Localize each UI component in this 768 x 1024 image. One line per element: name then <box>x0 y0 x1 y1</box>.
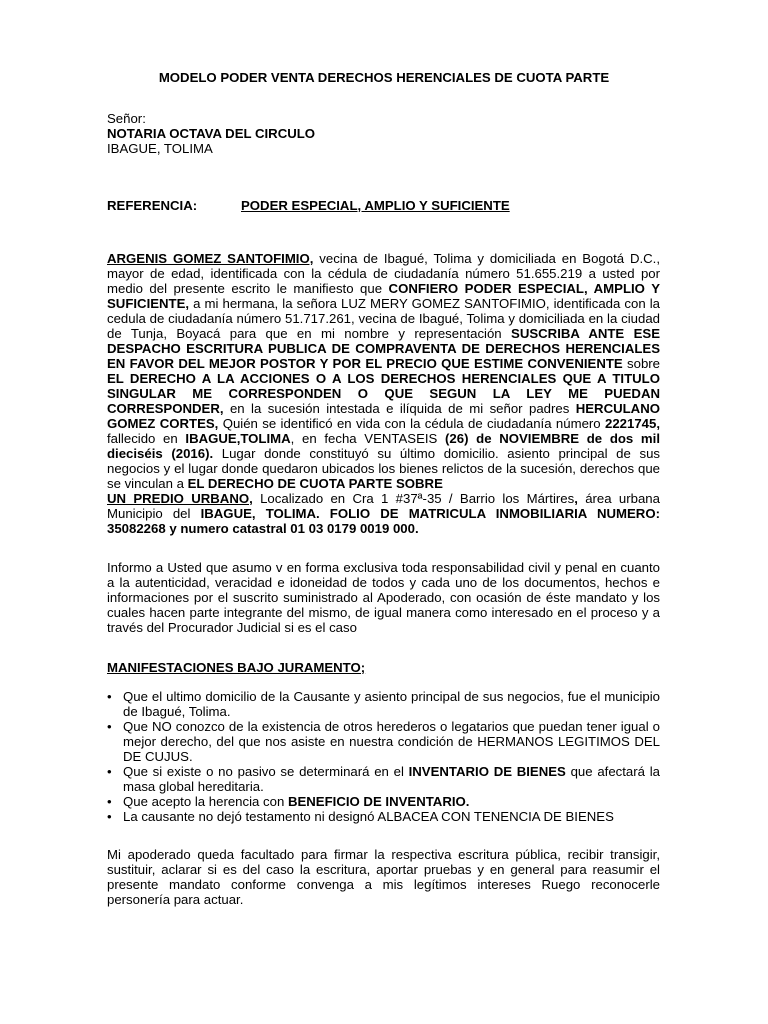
list-item <box>107 794 660 809</box>
text-segment: sobre <box>622 356 661 371</box>
list-item <box>107 689 660 719</box>
list-item-text: Que NO conozco de la existencia de otros herederos o legatarios que puedan tener igual o mejor derecho, del que nos asiste en nuestra condición de HERMANOS LEGITIMOS DEL DE CUJUS. <box>123 719 660 764</box>
bullet-icon: • <box>107 764 112 779</box>
list-item-text: Que si existe o no pasivo se determinará en el <box>123 764 409 779</box>
death-date: (26) de NOVIEMBRE de dos mil dieciséis (2016). <box>107 431 660 461</box>
bullet-icon: • <box>107 794 112 809</box>
reference-label: REFERENCIA: <box>107 198 198 213</box>
text-segment: , en fecha VENTASEIS <box>290 431 446 446</box>
bullet-icon: • <box>107 719 112 734</box>
mandate-powers-paragraph: Mi apoderado queda facultado para firmar la respectiva escritura pública, recibir transigir, sustituir, aclarar si es del caso la escritura, aportar pruebas y en general para reasumir el presente mandato conforme convenga a mis legítimos intereses Ruego reconocerle personería para actuar. <box>107 847 660 907</box>
id-number: 2221745, <box>605 416 661 431</box>
bullet-icon: • <box>107 689 112 704</box>
text-segment: vecina de Ibagué, Tolima y domiciliada en Bogotá D.C., mayor de edad, identificada con la cédula de ciudadanía número 51.655.219 a usted por medio del presente escrito le manifiesto que <box>107 251 660 296</box>
list-item-text: Que el ultimo domicilio de la Causante y asiento principal de sus negocios, fue el municipio de Ibagué, Tolima. <box>123 689 660 719</box>
list-item <box>107 764 660 794</box>
text-segment: Lugar donde constituyó su último domicilio. asiento principal de sus negocios y el lugar donde quedaron ubicados los bienes relictos de la sucesión, derechos que se vinculan a <box>107 446 660 491</box>
property-registration: IBAGUE, TOLIMA. FOLIO DE MATRICULA INMOBILIARIA NUMERO: 35082268 y numero catastral 01 03 0179 0019 000. <box>107 506 660 536</box>
bold-segment: EL DERECHO A LA ACCIONES O A LOS DERECHOS HERENCIALES QUE A TITULO SINGULAR ME CORRESPONDEN O QUE SEGUN LA LEY ME PUEDAN CORRESPONDER, <box>107 371 660 416</box>
text-segment: en la sucesión intestada e ilíquida de mi señor padres <box>223 401 576 416</box>
bold-segment: , <box>574 491 578 506</box>
manifestations-list <box>107 689 660 824</box>
list-item-text: La causante no dejó testamento ni designó ALBACEA CON TENENCIA DE BIENES <box>123 809 614 824</box>
addressee-block <box>107 111 660 156</box>
bold-segment: EL DERECHO DE CUOTA PARTE SOBRE <box>187 476 443 491</box>
reference-value: PODER ESPECIAL, AMPLIO Y SUFICIENTE <box>241 198 510 213</box>
manifestations-heading: MANIFESTACIONES BAJO JURAMENTO; <box>107 660 366 675</box>
list-item-text: Que acepto la herencia con <box>123 794 288 809</box>
text-segment: Quién se identificó en vida con la cédula de ciudadanía número <box>218 416 605 431</box>
bold-segment: CONFIERO PODER ESPECIAL, AMPLIO Y SUFICIENTE, <box>107 281 660 311</box>
text-segment: Localizado en Cra 1 #37ª-35 / Barrio los Mártires <box>252 491 575 506</box>
responsibility-paragraph: Informo a Usted que asumo v en forma exclusiva toda responsabilidad civil y penal en cuanto a la autenticidad, veracidad e idoneidad de todos y cada uno de los documentos, hechos e informaciones por el suscrito suministrado al Apoderado, con ocasión de éste mandato y los cuales hacen parte integrante del mismo, de igual manera como interesado en el proceso y a través del Procurador Judicial si es el caso <box>107 560 660 635</box>
notary-name: NOTARIA OCTAVA DEL CIRCULO <box>107 126 316 141</box>
power-grant-paragraph <box>107 251 660 536</box>
text-segment: fallecido en <box>107 431 186 446</box>
salutation: Señor: <box>107 111 146 126</box>
text-segment: a mi hermana, la señora LUZ MERY GOMEZ SANTOFIMIO, identificada con la cedula de ciudadanía número 51.717.261, vecina de Ibagué, Tolima y domiciliada en la ciudad de Tunja, Boyacá para que en mi nombre y representación <box>107 296 660 341</box>
list-item <box>107 809 660 824</box>
list-item <box>107 719 660 764</box>
list-item-text: que afectará la masa global hereditaria. <box>123 764 660 794</box>
bold-segment: , <box>214 416 219 431</box>
deceased-name: HERCULANO GOMEZ CORTES <box>107 401 660 431</box>
bold-segment: SUSCRIBA ANTE ESE DESPACHO ESCRITURA PUBLICA DE COMPRAVENTA DE DERECHOS HERENCIALES EN FAVOR DEL MEJOR POSTOR Y POR EL PRECIO QUE ESTIME CONVENIENTE <box>107 326 660 371</box>
document-title: MODELO PODER VENTA DERECHOS HERENCIALES DE CUOTA PARTE <box>158 70 610 85</box>
text-segment: área urbana Municipio del <box>107 491 660 521</box>
bullet-icon: • <box>107 809 112 824</box>
grantor-name: ARGENIS GOMEZ SANTOFIMIO, <box>107 251 314 266</box>
list-item-bold: INVENTARIO DE BIENES <box>408 764 566 779</box>
bold-segment: IBAGUE,TOLIMA <box>185 431 291 446</box>
bold-segment: UN PREDIO URBANO, <box>107 491 253 506</box>
list-item-bold: BENEFICIO DE INVENTARIO. <box>287 794 470 809</box>
notary-city: IBAGUE, TOLIMA <box>107 141 213 156</box>
